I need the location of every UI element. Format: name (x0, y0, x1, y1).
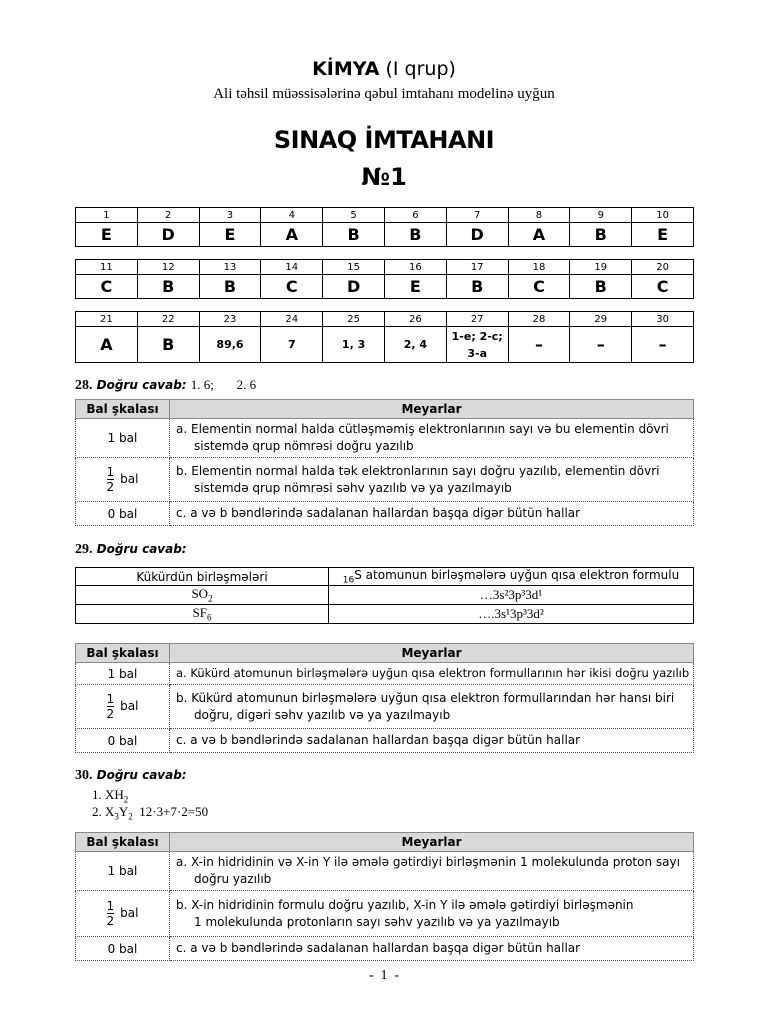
compound-cell (76, 604, 329, 623)
question-number: 13 (199, 260, 261, 275)
compound-formula: SF (192, 604, 207, 620)
answer-cell: C (508, 275, 570, 299)
q29-config-table (75, 567, 694, 624)
col-criteria-header: Meyarlar (170, 400, 694, 419)
answer-cell: 89,6 (199, 327, 261, 363)
answer-cell: B (446, 275, 508, 299)
criteria-line: b. Elementin normal halda tək elektronlarının sayı doğru yazılıb, elementin dövri (176, 463, 660, 478)
criteria-cell: a. Kükürd atomunun birləşmələrə uyğun qısa elektron formullarının hər ikisi doğru yazılıb (170, 663, 694, 685)
question-number: 10 (632, 208, 694, 223)
answer-cell: B (323, 223, 385, 247)
mass-number: 16 (342, 575, 355, 586)
fraction-numerator: 1 (106, 692, 115, 706)
score-cell (76, 891, 170, 937)
criteria-line: a. Elementin normal halda cütləşməmiş elektronlarının sayı və bu elementin dövri (176, 422, 669, 436)
criteria-line: sistemdə qrup nömrəsi doğru yazılıb (194, 439, 414, 453)
q28-heading (75, 377, 256, 394)
subtitle: Ali təhsil müəssisələrinə qəbul imtahanı modelinə uyğun (213, 86, 555, 102)
criteria-line: doğru, digəri səhv yazılıb və ya yazılmayıb (194, 707, 451, 722)
compound-subscript: 2 (208, 593, 213, 604)
criteria-cell (170, 891, 694, 937)
subject-name: KİMYA (312, 58, 380, 80)
answer-cell: – (570, 327, 632, 363)
answer-cell: B (384, 223, 446, 247)
col-compounds-header: Kükürdün birləşmələri (76, 568, 329, 586)
question-number: 5 (323, 208, 385, 223)
score-unit: bal (120, 699, 139, 713)
q29-label: Doğru cavab: (96, 542, 187, 556)
compound-formula: SO (191, 586, 209, 602)
answer-cell: D (323, 275, 385, 299)
question-number: 28 (508, 312, 570, 327)
question-number: 19 (570, 260, 632, 275)
col-criteria-header: Meyarlar (170, 644, 694, 663)
answer-cell: C (261, 275, 323, 299)
answer-cell: A (261, 223, 323, 247)
col-formula-header (329, 568, 694, 586)
answer-cell: E (199, 223, 261, 247)
answer-subscript: 2 (128, 811, 133, 822)
exam-title: SINAQ İMTAHANI (273, 126, 495, 154)
question-number: 8 (508, 208, 570, 223)
answer-subscript: 2 (123, 794, 129, 805)
question-number: 11 (76, 260, 138, 275)
question-number: 1 (76, 208, 138, 223)
answer-text: Y (118, 804, 129, 819)
criteria-line: a. X-in hidridinin və X-in Y ilə əmələ gətirdiyi birləşmənin 1 molekulunda proton sayı (176, 855, 680, 869)
q28-answer: 1. 6; 2. 6 (190, 377, 257, 392)
score-cell: 1 bal (76, 663, 170, 685)
question-number: 30 (632, 312, 694, 327)
exam-number: №1 (361, 163, 407, 191)
q29-heading (75, 542, 187, 558)
score-cell: 1 bal (76, 852, 170, 891)
question-number: 7 (446, 208, 508, 223)
score-cell (76, 685, 170, 729)
fraction (107, 692, 115, 721)
answer-cell: A (508, 223, 570, 247)
answer-cell: 7 (261, 327, 323, 363)
criteria-line: 1 molekulunda protonların sayı səhv yazılıb və ya yazılmayıb (194, 914, 560, 929)
answer-cell: E (632, 223, 694, 247)
question-number: 15 (323, 260, 385, 275)
question-number: 16 (384, 260, 446, 275)
answer-cell: A (76, 327, 138, 363)
question-number: 27 (446, 312, 508, 327)
answer-cell: B (570, 223, 632, 247)
q28-label: Doğru cavab: (96, 378, 187, 392)
answer-cell: 1, 3 (323, 327, 385, 363)
col-formula-label: S atomunun birləşmələrə uyğun qısa elektron formulu (354, 568, 680, 582)
question-number: 24 (261, 312, 323, 327)
answer-text: 2. X (92, 804, 115, 819)
q30-answer-2 (92, 804, 208, 825)
criteria-cell (170, 458, 694, 502)
answer-cell: – (508, 327, 570, 363)
answer-cell: E (76, 223, 138, 247)
criteria-line: b. Kükürd atomunun birləşmələrə uyğun qısa elektron formullarından hər hansı biri (176, 690, 675, 705)
question-number: 17 (446, 260, 508, 275)
answer-grid-row-2 (75, 259, 694, 299)
question-number: 14 (261, 260, 323, 275)
page-number: - 1 - (368, 968, 400, 983)
fraction-denominator: 2 (106, 914, 115, 928)
answer-cell: 1-e; 2-c; 3-a (446, 327, 508, 363)
answer-grid-row-3 (75, 311, 694, 363)
answer-calculation: 12·3+7·2=50 (139, 804, 209, 819)
criteria-line: b. X-in hidridinin formulu doğru yazılıb, X-in Y ilə əmələ gətirdiyi birləşmənin (176, 897, 634, 912)
q30-number: 30. (75, 768, 93, 783)
col-criteria-header: Meyarlar (170, 833, 694, 852)
compound-cell (76, 586, 329, 605)
criteria-cell: c. a və b bəndlərində sadalanan hallardan başqa digər bütün hallar (170, 937, 694, 961)
answer-cell: 2, 4 (384, 327, 446, 363)
score-cell: 0 bal (76, 937, 170, 961)
answer-cell: C (76, 275, 138, 299)
question-number: 26 (384, 312, 446, 327)
question-number: 12 (137, 260, 199, 275)
q30-label: Doğru cavab: (96, 768, 187, 782)
criteria-cell (170, 852, 694, 891)
subject-group: (I qrup) (385, 58, 456, 80)
question-number: 6 (384, 208, 446, 223)
compound-subscript: 6 (206, 612, 212, 623)
col-score-header: Bal şkalası (76, 644, 170, 663)
question-number: 2 (137, 208, 199, 223)
question-number: 4 (261, 208, 323, 223)
answer-text: 1. XH (92, 787, 124, 802)
answer-subscript: 3 (114, 811, 119, 822)
answer-cell: D (446, 223, 508, 247)
col-score-header: Bal şkalası (76, 833, 170, 852)
question-number: 3 (199, 208, 261, 223)
electron-formula-cell: ….3s¹3p³3d² (329, 604, 694, 623)
fraction (107, 899, 115, 928)
criteria-cell: c. a və b bəndlərində sadalanan hallardan başqa digər bütün hallar (170, 502, 694, 526)
answer-cell: B (137, 327, 199, 363)
answer-cell: – (632, 327, 694, 363)
question-number: 23 (199, 312, 261, 327)
answer-cell: C (632, 275, 694, 299)
answer-cell: E (384, 275, 446, 299)
score-cell: 0 bal (76, 729, 170, 753)
score-cell (76, 458, 170, 502)
fraction-numerator: 1 (106, 899, 115, 913)
question-number: 18 (508, 260, 570, 275)
answer-cell: B (137, 275, 199, 299)
fraction-numerator: 1 (106, 465, 115, 479)
criteria-line: sistemdə qrup nömrəsi səhv yazılıb və ya yazılmayıb (194, 480, 512, 495)
q30-criteria-table (75, 832, 694, 961)
col-score-header: Bal şkalası (76, 400, 170, 419)
q28-criteria-table (75, 399, 694, 526)
criteria-cell: c. a və b bəndlərində sadalanan hallardan başqa digər bütün hallar (170, 729, 694, 753)
criteria-cell (170, 685, 694, 729)
question-number: 29 (570, 312, 632, 327)
criteria-cell (170, 419, 694, 458)
q29-criteria-table (75, 643, 694, 753)
fraction-denominator: 2 (106, 480, 115, 494)
answer-grid-row-1 (75, 207, 694, 247)
answer-cell: B (570, 275, 632, 299)
criteria-line: doğru yazılıb (194, 872, 272, 886)
answer-cell: B (199, 275, 261, 299)
question-number: 25 (323, 312, 385, 327)
subject-title (0, 58, 768, 80)
question-number: 21 (76, 312, 138, 327)
q30-heading (75, 768, 187, 784)
q28-number: 28. (75, 378, 93, 393)
q29-number: 29. (75, 542, 93, 557)
electron-formula-cell: …3s²3p³3d¹ (329, 586, 694, 605)
score-unit: bal (120, 906, 139, 920)
answer-cell: D (137, 223, 199, 247)
score-cell: 1 bal (76, 419, 170, 458)
score-unit: bal (120, 472, 139, 486)
question-number: 20 (632, 260, 694, 275)
fraction-denominator: 2 (106, 707, 115, 721)
question-number: 9 (570, 208, 632, 223)
score-cell: 0 bal (76, 502, 170, 526)
question-number: 22 (137, 312, 199, 327)
fraction (107, 465, 115, 494)
